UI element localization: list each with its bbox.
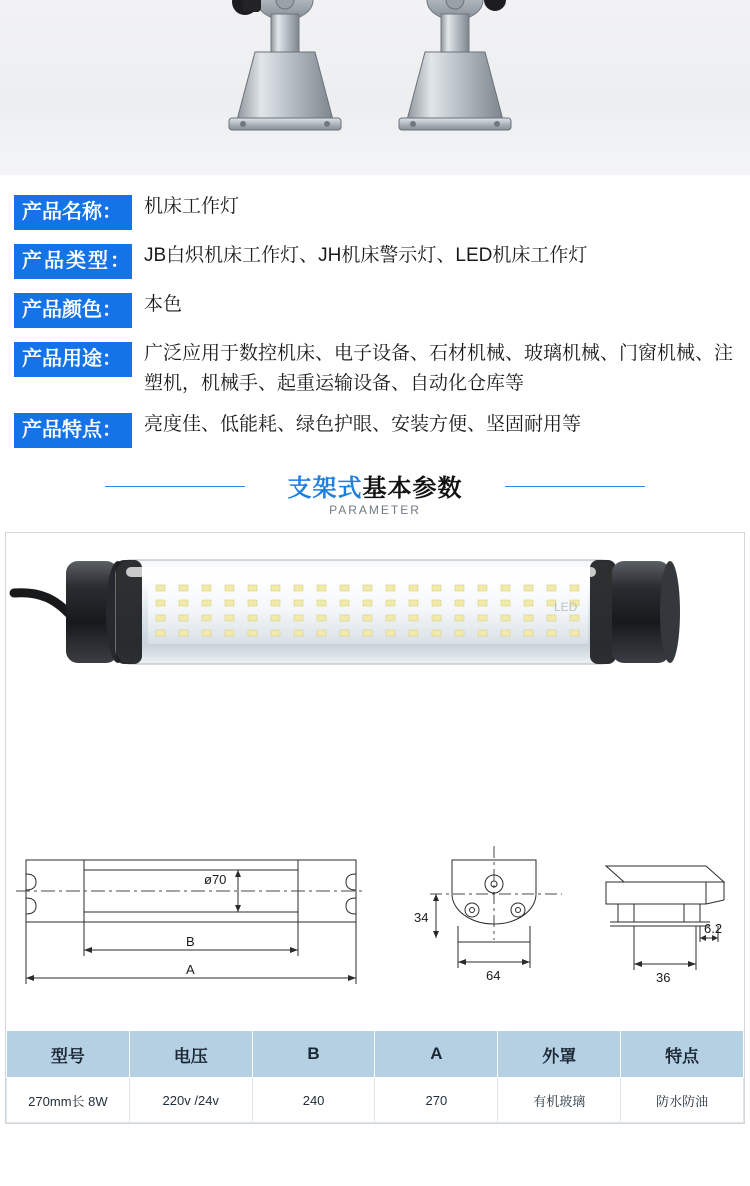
dimension-drawings <box>6 838 745 1033</box>
page-title <box>288 468 463 503</box>
spec-value-product-name: 机床工作灯 <box>144 196 240 217</box>
spec-label-product-features: 产品特点： <box>14 413 132 448</box>
spec-row <box>14 413 736 448</box>
section-title-blue: 支架式 <box>287 475 363 502</box>
dimension-6-2-label: 6.2 <box>704 921 723 936</box>
section-subtitle: PARAMETER <box>329 503 421 517</box>
spec-row <box>14 293 736 328</box>
title-rule-left <box>105 486 245 487</box>
table-header-b: B <box>252 1031 375 1078</box>
product-spec-list <box>0 175 750 448</box>
table-header-feature: 特点 <box>621 1031 744 1078</box>
spec-label-product-color: 产品颜色： <box>14 293 132 328</box>
table-row <box>7 1078 744 1123</box>
spec-value-product-usage: 广泛应用于数控机床、电子设备、石材机械、玻璃机械、门窗机械、注塑机，机械手、起重运输设备、自动化仓库等 <box>144 343 734 394</box>
dimension-diameter-label: ø70 <box>204 872 227 887</box>
spec-value-product-type: JB白炽机床工作灯、JH机床警示灯、LED机床工作灯 <box>144 245 588 266</box>
dimension-b-label: B <box>186 934 195 949</box>
spec-row <box>14 342 736 399</box>
spec-label-product-name: 产品名称： <box>14 195 132 230</box>
lamp-photo-left-image <box>215 0 365 175</box>
dimension-34-label: 34 <box>414 910 429 925</box>
spec-value-product-color: 本色 <box>144 294 183 315</box>
led-tube-image <box>6 533 745 838</box>
spec-row <box>14 195 736 230</box>
table-header-cover: 外罩 <box>498 1031 621 1078</box>
table-cell-b: 240 <box>252 1078 375 1123</box>
table-header-row <box>7 1031 744 1078</box>
table-header-voltage: 电压 <box>129 1031 252 1078</box>
technical-drawings <box>6 838 744 1028</box>
spec-value-product-features: 亮度佳、低能耗、绿色护眼、安装方便、坚固耐用等 <box>144 414 582 435</box>
parameter-table <box>6 1030 744 1123</box>
spec-row <box>14 244 736 279</box>
spec-label-product-type: 产品类型： <box>14 244 132 279</box>
table-cell-a: 270 <box>375 1078 498 1123</box>
spec-label-product-usage: 产品用途： <box>14 342 132 377</box>
dimension-a-label: A <box>186 962 195 977</box>
title-rule-right <box>505 486 645 487</box>
lamp-photo-right-image <box>385 0 535 175</box>
dimension-36-label: 36 <box>656 970 671 985</box>
table-header-model: 型号 <box>7 1031 130 1078</box>
table-cell-feature: 防水防油 <box>621 1078 744 1123</box>
section-title-block <box>0 464 750 528</box>
section-title-dark: 基本参数 <box>362 475 463 502</box>
table-cell-voltage: 220v /24v <box>129 1078 252 1123</box>
led-tube-stage <box>6 533 744 838</box>
table-cell-cover: 有机玻璃 <box>498 1078 621 1123</box>
dimension-64-label: 64 <box>486 968 501 983</box>
parameter-panel <box>5 532 745 1124</box>
product-photo-band <box>0 0 750 175</box>
table-header-a: A <box>375 1031 498 1078</box>
tube-brand-text: LED <box>554 600 578 614</box>
table-cell-model: 270mm长 8W <box>7 1078 130 1123</box>
